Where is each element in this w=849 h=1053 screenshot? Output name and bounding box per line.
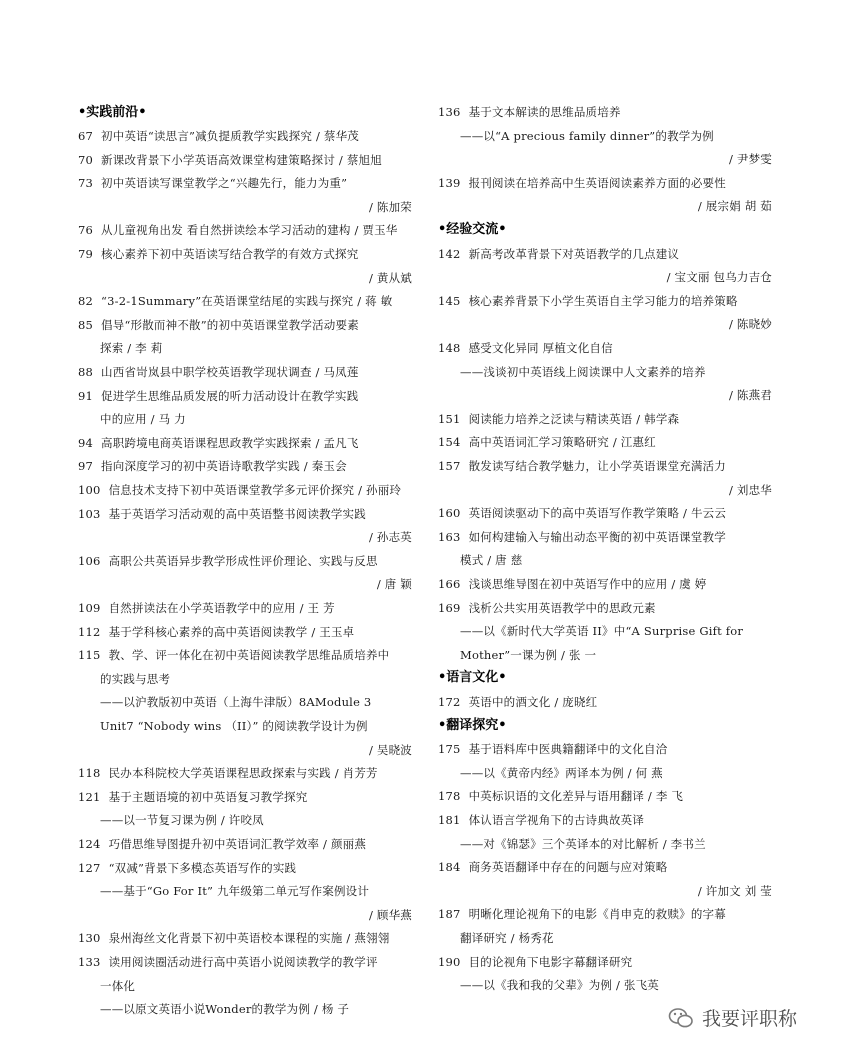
toc-entry[interactable] (78, 836, 366, 852)
entry-subtitle: ——以原文英语小说Wonder的教学为例 / 杨 子 (100, 1002, 350, 1017)
page-number: 175 (438, 742, 461, 757)
entry-subtitle: ——以《黄帝内经》两译本为例 / 何 燕 (460, 765, 663, 780)
entry-title: 浅析公共实用英语教学中的思政元素 (468, 600, 656, 615)
page-number: 184 (438, 860, 461, 875)
page-number: 97 (78, 459, 94, 474)
wechat-logo-icon (668, 1007, 694, 1029)
page-number: 91 (78, 388, 94, 403)
page-number: 151 (438, 411, 461, 426)
entry-subtitle: ——以《新时代大学英语 II》中“A Surprise Gift for (460, 624, 744, 639)
section-heading-language: •语言文化• (438, 670, 507, 686)
entry-title: 阅读能力培养之泛读与精读英语 / 韩学森 (468, 411, 680, 426)
toc-entry[interactable] (438, 411, 679, 427)
toc-entry[interactable] (438, 576, 707, 592)
toc-entry[interactable] (78, 293, 392, 309)
entry-continuation: 模式 / 唐 慈 (460, 553, 523, 568)
entry-subtitle: ——以沪教版初中英语（上海牛津版）8AModule 3 (100, 695, 372, 710)
page-number: 154 (438, 435, 461, 450)
section-heading-translation: •翻译探究• (438, 717, 507, 733)
page-number: 190 (438, 954, 461, 969)
page-number: 76 (78, 223, 94, 238)
page-number: 70 (78, 152, 94, 167)
entry-title: “双减”背景下多模态英语写作的实践 (108, 860, 297, 875)
entry-title: 山西省岢岚县中职学校英语教学现状调查 / 马凤莲 (101, 365, 359, 379)
entry-title: 基于英语学习活动观的高中英语整书阅读教学实践 (108, 506, 366, 521)
entry-author: / 许加文 刘 莹 (697, 883, 772, 898)
entry-title: 目的论视角下电影字幕翻译研究 (468, 954, 633, 969)
entry-title: 从儿童视角出发 看自然拼读绘本学习活动的建构 / 贾玉华 (101, 223, 398, 238)
toc-entry[interactable] (78, 624, 354, 640)
entry-title: 信息技术支持下初中英语课堂教学多元评价探究 / 孙丽玲 (108, 483, 402, 497)
entry-author: / 宝文丽 包乌力吉仓 (666, 270, 772, 285)
entry-continuation: 翻译研究 / 杨秀花 (460, 931, 554, 945)
page-number: 166 (438, 577, 461, 591)
page-number: 100 (78, 483, 101, 497)
page-number: 109 (78, 601, 101, 615)
entry-title: 促进学生思维品质发展的听力活动设计在教学实践 (101, 388, 359, 403)
toc-entry[interactable] (78, 930, 389, 946)
toc-entry[interactable] (438, 859, 667, 875)
entry-continuation: 一体化 (100, 978, 136, 993)
page-number: 139 (438, 175, 461, 190)
entry-title: 新高考改革背景下对英语教学的几点建议 (468, 246, 680, 261)
toc-entry[interactable] (78, 388, 358, 404)
entry-title: 核心素养背景下小学生英语自主学习能力的培养策略 (468, 293, 738, 308)
page-number: 178 (438, 789, 461, 804)
toc-entry[interactable] (438, 246, 679, 262)
page-number: 127 (78, 860, 101, 875)
entry-title: 核心素养下初中英语读写结合教学的有效方式探究 (101, 247, 359, 261)
entry-title: 自然拼读法在小学英语教学中的应用 / 王 芳 (108, 601, 335, 615)
entry-author: / 展宗娟 胡 茹 (697, 199, 772, 214)
page-number: 187 (438, 907, 461, 922)
entry-author: / 吴晓波 (368, 742, 412, 757)
section-heading-practice: •实践前沿• (78, 105, 147, 120)
toc-entry[interactable] (438, 788, 683, 804)
entry-title: 高中英语词汇学习策略研究 / 江惠红 (468, 435, 656, 450)
page-number: 124 (78, 837, 101, 851)
entry-title: 教、学、评一体化在初中英语阅读教学思维品质培养中 (108, 648, 390, 663)
toc-entry[interactable] (78, 435, 359, 451)
page-number: 148 (438, 341, 461, 355)
toc-entry[interactable] (78, 128, 359, 144)
toc-entry[interactable] (438, 741, 667, 757)
entry-author: / 顾华燕 (368, 907, 412, 922)
toc-entry[interactable] (438, 434, 656, 450)
entry-title: 报刊阅读在培养高中生英语阅读素养方面的必要性 (468, 175, 726, 190)
page-number: 103 (78, 506, 101, 521)
page-number: 172 (438, 695, 461, 709)
entry-title: 初中英语读写课堂教学之“兴趣先行，能力为重” (101, 176, 348, 191)
entry-author: / 尹梦雯 (728, 152, 772, 167)
toc-entry[interactable] (438, 954, 632, 970)
page-number: 88 (78, 365, 94, 379)
entry-title: 体认语言学视角下的古诗典故英译 (468, 813, 645, 827)
entry-subtitle: ——以一节复习课为例 / 许咬凤 (100, 813, 264, 828)
entry-title: 感受文化异同 厚植文化自信 (468, 341, 613, 355)
toc-entry[interactable] (78, 553, 378, 569)
entry-continuation: Mother”一课为例 / 张 一 (460, 647, 597, 662)
entry-title: 如何构建输入与输出动态平衡的初中英语课堂教学 (468, 529, 726, 544)
entry-title: 英语中的酒文化 / 庞晓红 (468, 695, 598, 709)
toc-entry[interactable] (438, 906, 726, 922)
entry-title: 商务英语翻译中存在的问题与应对策略 (468, 860, 668, 875)
toc-entry[interactable] (78, 246, 358, 262)
entry-continuation: 探索 / 李 莉 (100, 341, 163, 356)
toc-entry[interactable] (78, 860, 296, 876)
toc-entry[interactable] (78, 364, 359, 380)
entry-title: 泉州海丝文化背景下初中英语校本课程的实施 / 燕翎翎 (108, 931, 390, 946)
entry-title: 初中英语“读思言”减负提质教学实践探究 / 蔡华茂 (101, 129, 359, 143)
entry-author: / 孙志英 (368, 530, 412, 545)
toc-entry[interactable] (438, 600, 656, 616)
entry-title: 基于语料库中医典籍翻译中的文化自洽 (468, 742, 668, 757)
page-number: 94 (78, 435, 94, 450)
entry-author: / 黄从斌 (368, 270, 412, 285)
entry-subtitle: ——对《锦瑟》三个英译本的对比解析 / 李书兰 (460, 836, 706, 851)
toc-entry[interactable] (438, 293, 738, 309)
entry-title: 基于主题语境的初中英语复习教学探究 (108, 789, 308, 804)
entry-title: 倡导“形散而神不散”的初中英语课堂教学活动要素 (101, 317, 359, 332)
entry-continuation: 的实践与思考 (100, 671, 171, 686)
page-number: 85 (78, 317, 94, 332)
entry-subtitle: ——基于“Go For It” 九年级第二单元写作案例设计 (100, 884, 370, 899)
toc-entry[interactable] (78, 765, 378, 781)
entry-author: / 刘忠华 (728, 482, 772, 497)
page-number: 82 (78, 294, 94, 309)
toc-entry[interactable] (78, 600, 335, 616)
toc-entry[interactable] (78, 482, 401, 498)
entry-title: 巧借思维导图提升初中英语词汇教学效率 / 颜丽燕 (108, 837, 367, 851)
toc-entry[interactable] (438, 175, 726, 191)
page-number: 112 (78, 624, 101, 639)
toc-entry[interactable] (78, 317, 359, 333)
entry-author: / 陈晓妙 (728, 317, 772, 332)
page-number: 160 (438, 506, 461, 521)
page-number: 142 (438, 246, 461, 261)
page-number: 181 (438, 813, 461, 827)
toc-entry[interactable] (78, 789, 307, 805)
entry-title: 指向深度学习的初中英语诗歌教学实践 / 秦玉会 (101, 459, 347, 474)
page-number: 169 (438, 600, 461, 615)
toc-entry[interactable] (78, 954, 378, 970)
toc-entry[interactable] (438, 340, 613, 356)
entry-title: 高职公共英语异步教学形成性评价理论、实践与反思 (108, 553, 378, 568)
page-number: 79 (78, 247, 94, 261)
entry-continuation: Unit7 “Nobody wins （II）” 的阅读教学设计为例 (100, 719, 368, 733)
toc-entry[interactable] (438, 694, 597, 710)
entry-title: 新课改背景下小学英语高效课堂构建策略探讨 / 蔡旭旭 (101, 152, 382, 167)
entry-subtitle: ——以“A precious family dinner”的教学为例 (460, 128, 714, 143)
watermark (668, 1004, 797, 1031)
toc-entry[interactable] (438, 104, 621, 120)
page-number: 73 (78, 176, 94, 191)
toc-entry[interactable] (78, 175, 347, 191)
entry-author: / 唐 颖 (376, 577, 412, 592)
page-number: 163 (438, 529, 461, 544)
page-number: 118 (78, 766, 101, 781)
entry-subtitle: ——以《我和我的父辈》为例 / 张飞英 (460, 978, 659, 993)
page-number: 136 (438, 105, 461, 119)
entry-title: 英语阅读驱动下的高中英语写作教学策略 / 牛云云 (468, 506, 727, 521)
page-number: 130 (78, 931, 101, 946)
page-number: 121 (78, 789, 101, 804)
page-number: 145 (438, 293, 461, 308)
entry-title: 中英标识语的文化差异与语用翻译 / 李 飞 (468, 789, 684, 804)
page-number: 157 (438, 459, 461, 473)
page-number: 106 (78, 553, 101, 568)
entry-author: / 陈加荣 (368, 199, 412, 214)
toc-entry[interactable] (78, 458, 347, 474)
toc-entry[interactable] (438, 529, 726, 545)
entry-continuation: 中的应用 / 马 力 (100, 412, 186, 427)
section-heading-experience: •经验交流• (438, 222, 507, 237)
entry-title: “3-2-1Summary”在英语课堂结尾的实践与探究 / 蒋 敏 (101, 294, 393, 309)
entry-subtitle: ——浅谈初中英语线上阅读课中人文素养的培养 (460, 364, 706, 379)
entry-title: 基于文本解读的思维品质培养 (468, 105, 621, 119)
toc-entry[interactable] (78, 647, 389, 663)
entry-title: 明晰化理论视角下的电影《肖申克的救赎》的字幕 (468, 907, 726, 922)
watermark-text: 我要评职称 (702, 1008, 798, 1030)
toc-entry[interactable] (78, 506, 366, 522)
toc-entry[interactable] (78, 222, 398, 238)
entry-title: 基于学科核心素养的高中英语阅读教学 / 王玉卓 (108, 624, 355, 639)
toc-entry[interactable] (438, 505, 726, 521)
page-number: 133 (78, 955, 101, 969)
entry-title: 民办本科院校大学英语课程思政探索与实践 / 肖芳芳 (108, 766, 378, 781)
toc-entry[interactable] (438, 812, 644, 828)
entry-author: / 陈燕君 (728, 388, 772, 403)
entry-title: 浅谈思维导图在初中英语写作中的应用 / 虞 婷 (468, 577, 707, 591)
toc-entry[interactable] (438, 458, 726, 474)
toc-entry[interactable] (78, 152, 382, 168)
entry-title: 读用阅读圈活动进行高中英语小说阅读教学的教学评 (108, 955, 378, 969)
entry-title: 散发读写结合教学魅力，让小学英语课堂充满活力 (468, 459, 726, 473)
entry-title: 高职跨境电商英语课程思政教学实践探索 / 孟凡飞 (101, 435, 359, 450)
page-number: 115 (78, 648, 101, 663)
page-number: 67 (78, 129, 94, 143)
